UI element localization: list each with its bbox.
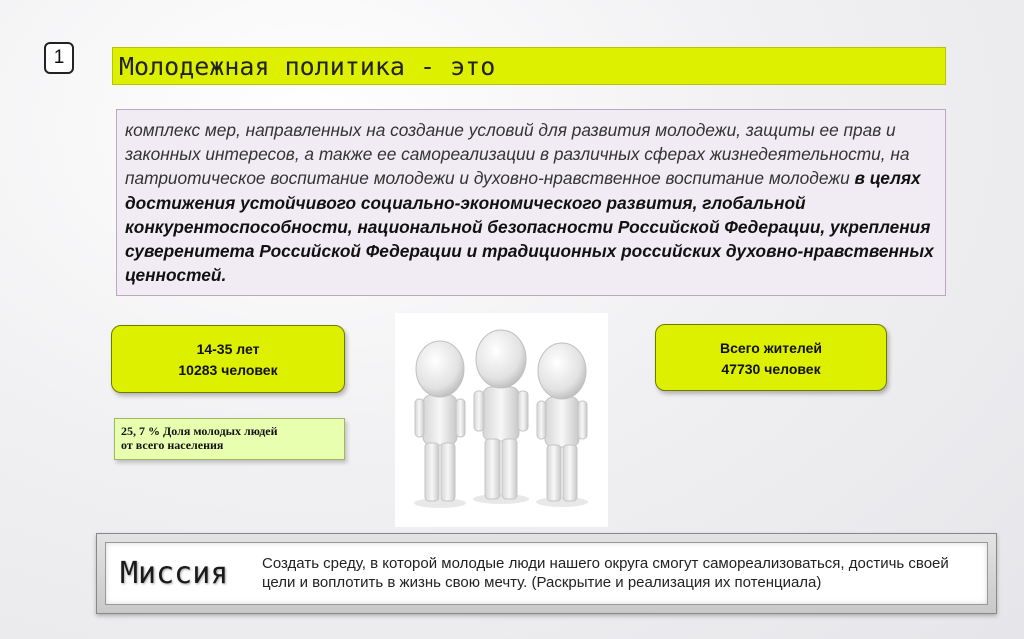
mission-panel [96,533,997,614]
youth-age-range: 14-35 лет [196,341,260,357]
definition-box [116,109,946,296]
three-people-figures-icon [395,313,608,527]
slide-title: Молодежная политика - это [112,47,946,85]
youth-share-box [114,418,345,460]
definition-bold-text: в целях достижения устойчивого социально-экономического развития, глобальной конкурентоспособности, национальной безопасности Российской Федерации, укрепления суверенитета Российской Федерации и традиционных российских духовно-нравственных ценностей. [125,168,934,286]
mission-text: Создать среду, в которой молодые люди нашего округа смогут самореализоваться, достичь своей цели и воплотить в жизнь свою мечту. (Раскрытие и реализация их потенциала) [262,555,949,591]
youth-count: 10283 человек [178,362,278,378]
mission-inner [105,542,988,605]
definition-regular-text: комплекс мер, направленных на создание условий для развития молодежи, защиты ее прав и законных интересов, а также ее самореализации в различных сферах жизнедеятельности, на патриотическое воспитание молодежи и духовно-нравственное воспитание молодежи [125,120,910,189]
youth-share-line1: 25, 7 % Доля молодых людей [121,424,278,438]
youth-share-line2: от всего населения [121,438,224,452]
total-population-count: 47730 человек [721,361,821,377]
mission-title: Миссия [120,556,229,591]
total-population-box [655,324,887,391]
youth-stat-box [111,325,345,393]
slide-number: 1 [44,42,74,74]
total-population-label: Всего жителей [719,340,823,356]
